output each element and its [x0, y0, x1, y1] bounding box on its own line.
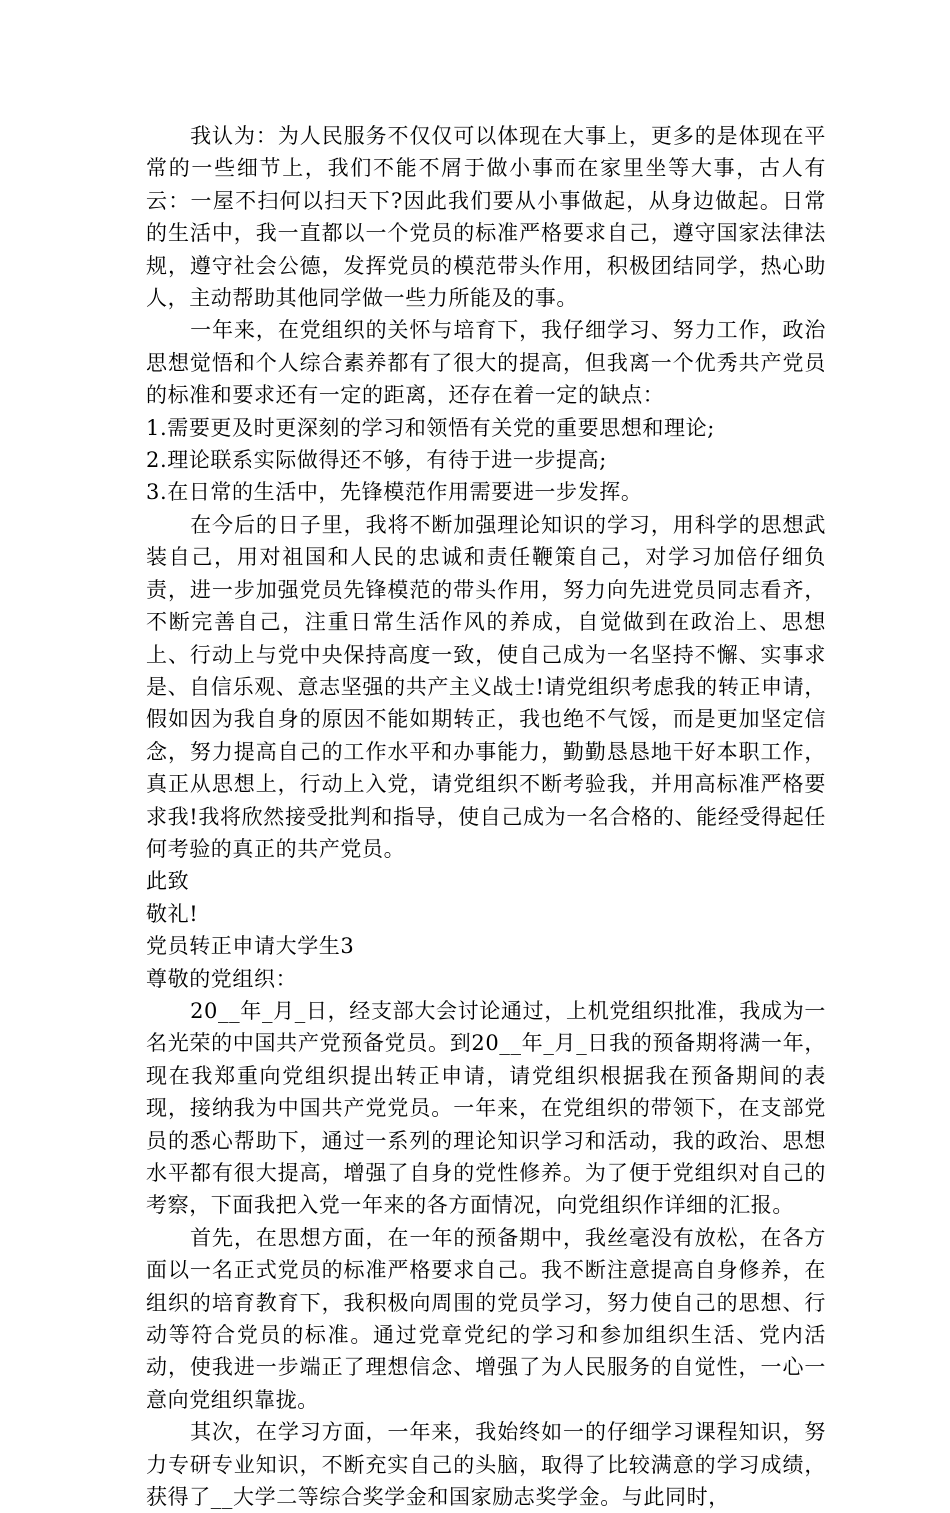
closing-salutation: 此致	[146, 869, 190, 894]
paragraph-serve-people: 我认为：为人民服务不仅仅可以体现在大事上，更多的是体现在平常的一些细节上，我们不能不屑于做小事而在家里坐等大事，古人有云：一屋不扫何以扫天下?因此我们要从小事做起，从身边做起。日常的生活中，我一直都以一个党员的标准严格要求自己，遵守国家法律法规，遵守社会公德，发挥党员的模范带头作用，积极团结同学，热心助人，主动帮助其他同学做一些力所能及的事。	[146, 124, 826, 311]
paragraph-year-review: 一年来，在党组织的关怀与培育下，我仔细学习、努力工作，政治思想觉悟和个人综合素养都有了很大的提高，但我离一个优秀共产党员的标准和要求还有一定的距离，还存在着一定的缺点：	[146, 318, 826, 408]
shortcoming-item-2: 2.理论联系实际做得还不够，有待于进一步提高;	[146, 448, 607, 473]
closing-regards: 敬礼!	[146, 901, 199, 926]
paragraph-thought: 首先，在思想方面，在一年的预备期中，我丝毫没有放松，在各方面以一名正式党员的标准严格要求自己。我不断注意提高自身修养，在组织的培育教育下，我积极向周围的党员学习，努力使自己的思想、行动等符合党员的标准。通过党章党纪的学习和参加组织生活、党内活动，使我进一步端正了理想信念、增强了为人民服务的自觉性，一心一意向党组织靠拢。	[146, 1225, 826, 1412]
shortcoming-item-1: 1.需要更及时更深刻的学习和领悟有关党的重要思想和理论;	[146, 415, 715, 440]
paragraph-introduction: 20__年_月_日，经支部大会讨论通过，上机党组织批准，我成为一名光荣的中国共产党预备党员。到20__年_月_日我的预备期将满一年，现在我郑重向党组织提出转正申请，请党组织根据我在预备期间的表现，接纳我为中国共产党党员。一年来，在党组织的带领下，在支部党员的悉心帮助下，通过一系列的理论知识学习和活动，我的政治、思想水平都有很大提高，增强了自身的党性修养。为了便于党组织对自己的考察，下面我把入党一年来的各方面情况，向党组织作详细的汇报。	[146, 998, 826, 1218]
paragraph-study: 其次，在学习方面，一年来，我始终如一的仔细学习课程知识，努力专研专业知识，不断充实自己的头脑，取得了比较满意的学习成绩，获得了__大学二等综合奖学金和国家励志奖学金。与此同时，	[146, 1420, 826, 1510]
shortcoming-item-3: 3.在日常的生活中，先锋模范作用需要进一步发挥。	[146, 480, 643, 505]
document-body	[146, 120, 826, 1513]
letter-greeting: 尊敬的党组织：	[146, 966, 298, 991]
paragraph-future-plans: 在今后的日子里，我将不断加强理论知识的学习，用科学的思想武装自己，用对祖国和人民的忠诚和责任鞭策自己，对学习加倍仔细负责，进一步加强党员先锋模范的带头作用，努力向先进党员同志看齐，不断完善自己，注重日常生活作风的养成，自觉做到在政治上、思想上、行动上与党中央保持高度一致，使自己成为一名坚持不懈、实事求是、自信乐观、意志坚强的共产主义战士!请党组织考虑我的转正申请，假如因为我自身的原因不能如期转正，我也绝不气馁，而是更加坚定信念，努力提高自己的工作水平和办事能力，勤勤恳恳地干好本职工作，真正从思想上，行动上入党，请党组织不断考验我，并用高标准严格要求我!我将欣然接受批判和指导，使自己成为一名合格的、能经受得起任何考验的真正的共产党员。	[146, 512, 826, 861]
section-title: 党员转正申请大学生3	[146, 934, 355, 959]
